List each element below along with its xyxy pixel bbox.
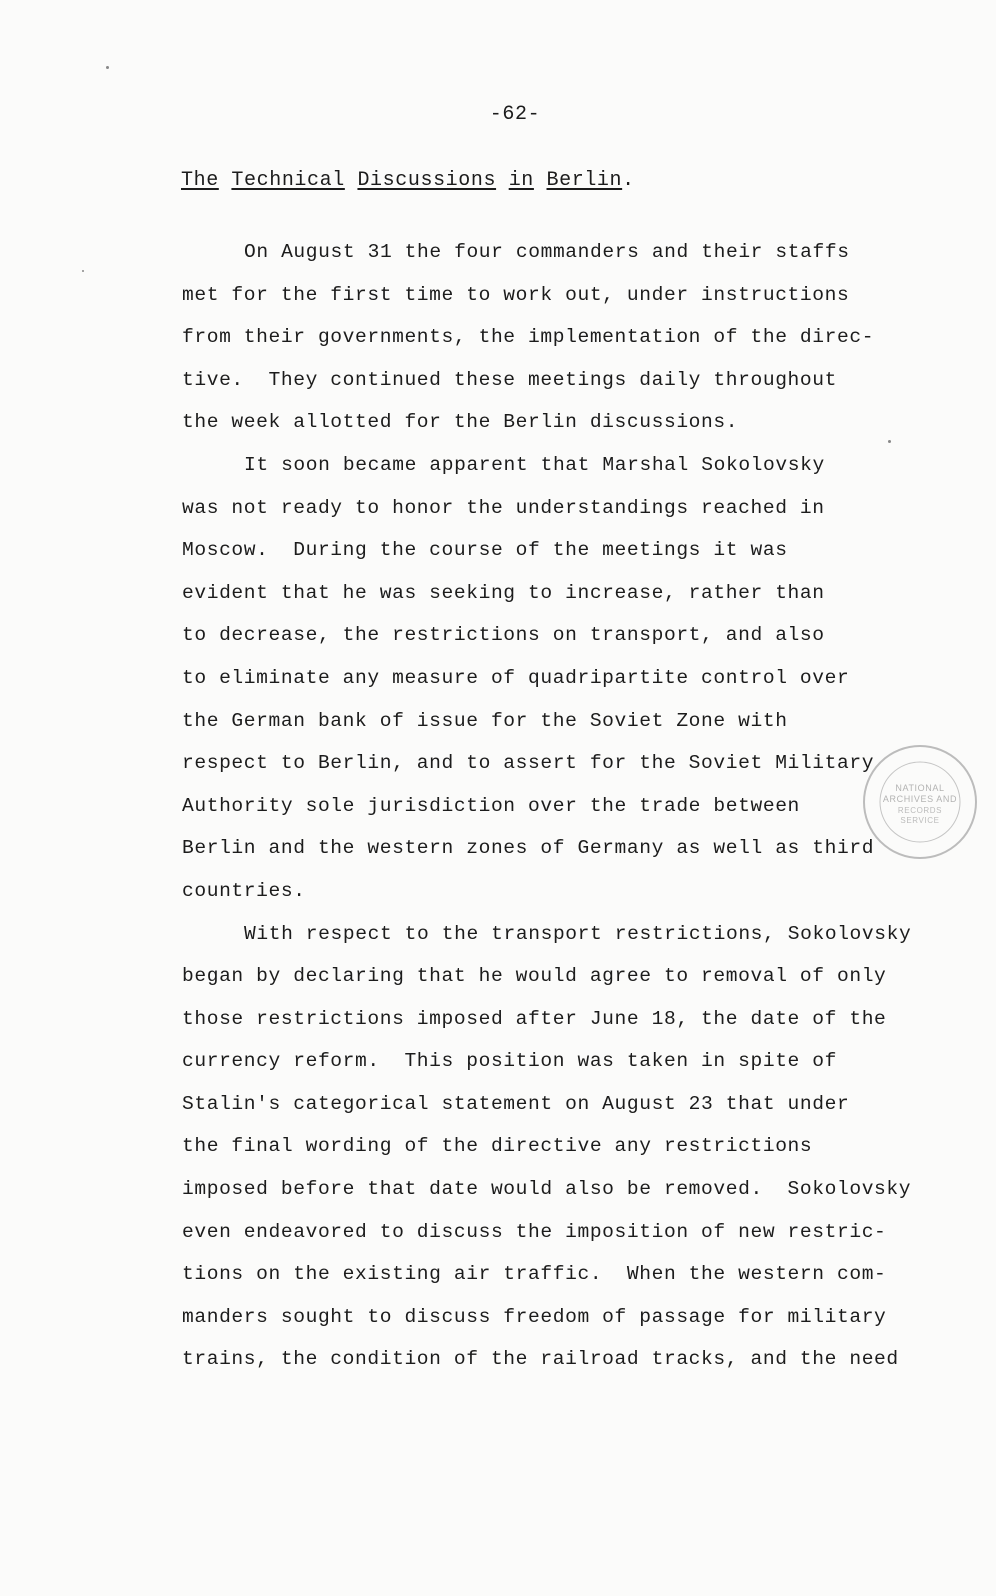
text-line: Authority sole jurisdiction over the trade between [182, 794, 800, 817]
text-line: to eliminate any measure of quadripartite control over [182, 666, 850, 689]
text-line: On August 31 the four commanders and their staffs [244, 241, 850, 263]
text-line: the German bank of issue for the Soviet Zone with [182, 709, 788, 732]
text-line: was not ready to honor the understandings reached in [182, 496, 825, 519]
text-line: from their governments, the implementation of the direc- [182, 326, 875, 349]
text-line: evident that he was seeking to increase, rather than [182, 581, 825, 604]
text-line: those restrictions imposed after June 18, the date of the [182, 1007, 887, 1030]
text-line: to decrease, the restrictions on transport, and also [182, 624, 825, 647]
text-line: began by declaring that he would agree to removal of only [182, 965, 887, 988]
text-line: tive. They continued these meetings daily throughout [182, 368, 837, 391]
text-line: It soon became apparent that Marshal Sokolovsky [244, 453, 825, 476]
text-line: currency reform. This position was taken in spite of [182, 1050, 837, 1073]
stamp-line: RECORDS [897, 806, 943, 815]
stamp-line: ARCHIVES AND [882, 794, 958, 804]
paper-speck [106, 66, 109, 69]
stamp-line: SERVICE [900, 816, 940, 825]
section-heading [181, 169, 635, 192]
text-line: imposed before that date would also be removed. Sokolovsky [182, 1178, 912, 1201]
heading-period: . [622, 169, 635, 192]
heading-word: in [508, 169, 534, 192]
page-number: -62- [489, 103, 541, 126]
text-line: Berlin and the western zones of Germany as well as third [182, 837, 875, 860]
heading-word: Berlin [546, 169, 623, 192]
heading-word: Discussions [357, 169, 497, 192]
text-line: the week allotted for the Berlin discussions. [182, 411, 739, 434]
text-line: Moscow. During the course of the meetings it was [182, 539, 788, 562]
text-line: trains, the condition of the railroad tracks, and the need [182, 1348, 899, 1371]
text-line: the final wording of the directive any restrictions [182, 1135, 813, 1158]
text-line: met for the first time to work out, under instructions [182, 283, 850, 306]
text-line: even endeavored to discuss the imposition of new restric- [182, 1220, 887, 1243]
text-line: respect to Berlin, and to assert for the Soviet Military [182, 752, 875, 775]
document-body [182, 231, 972, 1381]
text-line: countries. [182, 879, 306, 902]
paper-speck [888, 440, 891, 443]
heading-word: Technical [231, 169, 345, 192]
text-line: tions on the existing air traffic. When the western com- [182, 1263, 887, 1286]
heading-word: The [181, 169, 219, 192]
archives-stamp-icon [860, 742, 980, 862]
text-line: Stalin's categorical statement on August 23 that under [182, 1092, 850, 1115]
paper-speck [82, 270, 84, 272]
stamp-line: NATIONAL [895, 783, 945, 793]
text-line: With respect to the transport restrictions, Sokolovsky [244, 922, 912, 945]
text-line: manders sought to discuss freedom of passage for military [182, 1305, 887, 1328]
